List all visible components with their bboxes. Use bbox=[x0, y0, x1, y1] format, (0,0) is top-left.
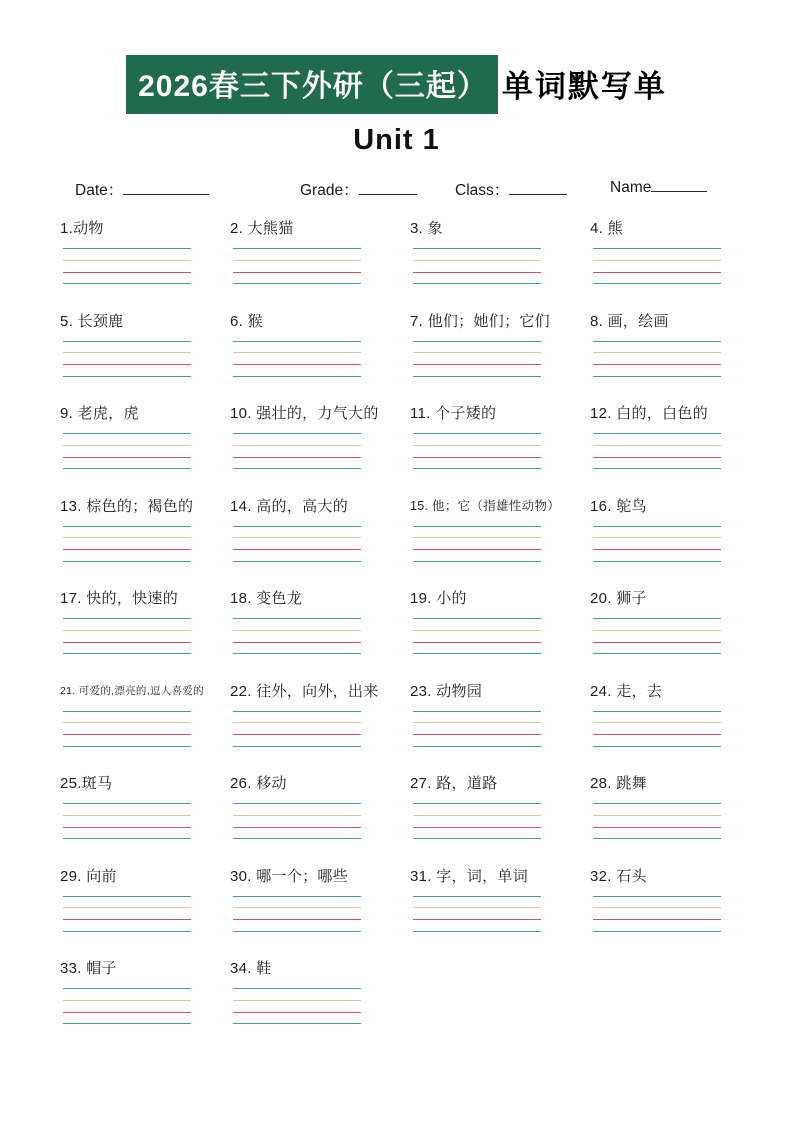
writing-line-base-red bbox=[593, 457, 721, 458]
vocab-item-label: 24. 走，去 bbox=[590, 682, 663, 700]
writing-line-top-green bbox=[593, 433, 721, 434]
vocab-item bbox=[590, 589, 750, 682]
writing-line-base-red bbox=[63, 1012, 191, 1013]
vocab-item bbox=[230, 959, 410, 1052]
vocab-item-label: 2. 大熊猫 bbox=[230, 220, 294, 237]
writing-line-mid-yellow bbox=[233, 907, 361, 908]
writing-line-top-green bbox=[233, 803, 361, 804]
writing-lines bbox=[413, 248, 541, 284]
writing-line-bottom-green bbox=[593, 746, 721, 747]
writing-line-mid-yellow bbox=[413, 445, 541, 446]
writing-line-base-red bbox=[593, 364, 721, 365]
writing-line-mid-yellow bbox=[413, 352, 541, 353]
vocab-item bbox=[410, 219, 590, 312]
vocab-item bbox=[60, 774, 230, 867]
vocab-item bbox=[60, 959, 230, 1052]
vocab-item-label: 10. 强壮的，力气大的 bbox=[230, 405, 379, 422]
writing-line-base-red bbox=[63, 827, 191, 828]
writing-lines bbox=[63, 803, 191, 839]
writing-line-base-red bbox=[593, 642, 721, 643]
writing-lines bbox=[593, 526, 721, 562]
writing-line-top-green bbox=[63, 803, 191, 804]
writing-lines bbox=[593, 896, 721, 932]
writing-lines bbox=[63, 341, 191, 377]
vocab-item bbox=[590, 404, 750, 497]
writing-lines bbox=[233, 248, 361, 284]
vocab-item-label: 6. 猴 bbox=[230, 312, 263, 330]
writing-line-top-green bbox=[413, 618, 541, 619]
writing-line-mid-yellow bbox=[63, 630, 191, 631]
writing-line-mid-yellow bbox=[63, 352, 191, 353]
vocab-item bbox=[60, 497, 230, 590]
vocab-grid bbox=[60, 219, 750, 1052]
writing-line-bottom-green bbox=[63, 746, 191, 747]
vocab-item-label: 33. 帽子 bbox=[60, 960, 117, 977]
vocab-item bbox=[230, 219, 410, 312]
writing-line-bottom-green bbox=[593, 561, 721, 562]
writing-line-base-red bbox=[413, 364, 541, 365]
writing-line-bottom-green bbox=[63, 376, 191, 377]
writing-lines bbox=[413, 618, 541, 654]
vocab-item-label: 5. 长颈鹿 bbox=[60, 312, 124, 330]
vocab-item bbox=[590, 219, 750, 312]
vocab-item-label: 23. 动物园 bbox=[410, 682, 483, 700]
writing-line-top-green bbox=[63, 896, 191, 897]
writing-line-mid-yellow bbox=[63, 815, 191, 816]
writing-line-mid-yellow bbox=[233, 722, 361, 723]
writing-line-bottom-green bbox=[63, 283, 191, 284]
writing-line-bottom-green bbox=[233, 468, 361, 469]
vocab-item bbox=[410, 867, 590, 960]
vocab-item bbox=[410, 682, 590, 775]
writing-line-mid-yellow bbox=[593, 537, 721, 538]
vocab-item-label: 14. 高的，高大的 bbox=[230, 497, 349, 515]
vocab-item bbox=[590, 682, 750, 775]
vocab-item-label: 29. 向前 bbox=[60, 867, 117, 885]
writing-line-bottom-green bbox=[233, 1023, 361, 1024]
writing-line-mid-yellow bbox=[413, 630, 541, 631]
vocab-item bbox=[60, 867, 230, 960]
vocab-item bbox=[230, 312, 410, 405]
writing-line-mid-yellow bbox=[63, 537, 191, 538]
writing-line-bottom-green bbox=[233, 653, 361, 654]
writing-line-top-green bbox=[63, 711, 191, 712]
writing-line-base-red bbox=[63, 734, 191, 735]
writing-line-bottom-green bbox=[233, 746, 361, 747]
writing-line-top-green bbox=[593, 711, 721, 712]
writing-line-bottom-green bbox=[233, 376, 361, 377]
vocab-item bbox=[230, 589, 410, 682]
vocab-item bbox=[60, 219, 230, 312]
writing-line-base-red bbox=[413, 919, 541, 920]
writing-line-mid-yellow bbox=[413, 815, 541, 816]
writing-line-bottom-green bbox=[593, 931, 721, 932]
writing-line-mid-yellow bbox=[593, 722, 721, 723]
writing-line-base-red bbox=[63, 642, 191, 643]
writing-lines bbox=[413, 896, 541, 932]
writing-lines bbox=[233, 433, 361, 469]
writing-line-top-green bbox=[233, 988, 361, 989]
vocab-item-label: 28. 跳舞 bbox=[590, 775, 647, 792]
writing-lines bbox=[233, 896, 361, 932]
writing-line-top-green bbox=[63, 988, 191, 989]
writing-lines bbox=[233, 341, 361, 377]
writing-line-base-red bbox=[233, 457, 361, 458]
writing-line-base-red bbox=[63, 272, 191, 273]
writing-lines bbox=[413, 803, 541, 839]
vocab-item-label: 19. 小的 bbox=[410, 590, 467, 607]
writing-line-mid-yellow bbox=[593, 815, 721, 816]
writing-line-top-green bbox=[233, 526, 361, 527]
writing-lines bbox=[593, 618, 721, 654]
writing-line-base-red bbox=[413, 827, 541, 828]
writing-line-top-green bbox=[593, 896, 721, 897]
vocab-item-label: 32. 石头 bbox=[590, 867, 647, 885]
writing-line-top-green bbox=[413, 341, 541, 342]
writing-line-base-red bbox=[233, 1012, 361, 1013]
writing-line-mid-yellow bbox=[233, 815, 361, 816]
vocab-item-label: 18. 变色龙 bbox=[230, 590, 303, 607]
writing-line-base-red bbox=[593, 919, 721, 920]
vocab-item-label: 12. 白的，白色的 bbox=[590, 405, 709, 422]
vocab-item-label: 1.动物 bbox=[60, 220, 104, 237]
writing-line-top-green bbox=[233, 433, 361, 434]
writing-lines bbox=[593, 711, 721, 747]
grade-field bbox=[300, 178, 417, 200]
writing-lines bbox=[413, 711, 541, 747]
writing-lines bbox=[63, 433, 191, 469]
date-label: Date： bbox=[75, 182, 124, 199]
writing-line-mid-yellow bbox=[413, 537, 541, 538]
writing-line-top-green bbox=[63, 433, 191, 434]
writing-line-bottom-green bbox=[593, 468, 721, 469]
vocab-item bbox=[410, 589, 590, 682]
writing-line-top-green bbox=[593, 526, 721, 527]
writing-lines bbox=[593, 803, 721, 839]
vocab-item bbox=[590, 867, 750, 960]
writing-line-bottom-green bbox=[63, 838, 191, 839]
vocab-item-label: 13. 棕色的；褐色的 bbox=[60, 497, 194, 515]
writing-line-mid-yellow bbox=[63, 445, 191, 446]
vocab-item bbox=[60, 589, 230, 682]
writing-line-mid-yellow bbox=[63, 1000, 191, 1001]
vocab-item bbox=[590, 774, 750, 867]
writing-line-base-red bbox=[593, 549, 721, 550]
writing-line-base-red bbox=[413, 734, 541, 735]
vocab-item-label: 25.斑马 bbox=[60, 775, 113, 792]
writing-lines bbox=[413, 526, 541, 562]
writing-line-top-green bbox=[233, 896, 361, 897]
vocab-item-label: 30. 哪一个；哪些 bbox=[230, 867, 349, 885]
writing-line-mid-yellow bbox=[63, 260, 191, 261]
vocab-item-label: 4. 熊 bbox=[590, 220, 623, 237]
writing-line-mid-yellow bbox=[593, 260, 721, 261]
writing-line-top-green bbox=[63, 526, 191, 527]
writing-line-mid-yellow bbox=[233, 537, 361, 538]
vocab-item bbox=[60, 682, 230, 775]
vocab-item-label: 22. 往外，向外，出来 bbox=[230, 682, 379, 700]
writing-line-base-red bbox=[233, 272, 361, 273]
writing-line-bottom-green bbox=[413, 838, 541, 839]
vocab-item-label: 3. 象 bbox=[410, 220, 443, 237]
vocab-item bbox=[410, 404, 590, 497]
writing-line-bottom-green bbox=[63, 1023, 191, 1024]
writing-line-bottom-green bbox=[413, 468, 541, 469]
writing-line-base-red bbox=[233, 827, 361, 828]
writing-line-top-green bbox=[63, 248, 191, 249]
writing-line-mid-yellow bbox=[593, 445, 721, 446]
vocab-item-label: 8. 画，绘画 bbox=[590, 312, 669, 330]
writing-line-base-red bbox=[413, 457, 541, 458]
writing-line-bottom-green bbox=[233, 283, 361, 284]
writing-line-bottom-green bbox=[413, 376, 541, 377]
writing-line-mid-yellow bbox=[233, 260, 361, 261]
writing-line-top-green bbox=[233, 248, 361, 249]
vocab-item bbox=[590, 497, 750, 590]
class-label: Class： bbox=[455, 182, 510, 199]
writing-line-top-green bbox=[233, 711, 361, 712]
vocab-item bbox=[410, 312, 590, 405]
writing-lines bbox=[233, 803, 361, 839]
name-label: Name bbox=[610, 179, 652, 196]
writing-line-bottom-green bbox=[63, 468, 191, 469]
vocab-item-label: 16. 鸵鸟 bbox=[590, 497, 647, 515]
writing-line-bottom-green bbox=[413, 283, 541, 284]
vocab-item bbox=[230, 404, 410, 497]
writing-line-top-green bbox=[413, 896, 541, 897]
vocab-item bbox=[60, 312, 230, 405]
name-fill-line bbox=[651, 178, 707, 192]
vocab-item-label: 11. 个子矮的 bbox=[410, 405, 497, 422]
vocab-item bbox=[230, 774, 410, 867]
writing-line-bottom-green bbox=[593, 653, 721, 654]
writing-line-top-green bbox=[413, 803, 541, 804]
writing-line-top-green bbox=[233, 341, 361, 342]
writing-line-base-red bbox=[233, 919, 361, 920]
writing-line-top-green bbox=[593, 618, 721, 619]
vocab-item-label: 31. 字，词，单词 bbox=[410, 867, 529, 885]
writing-lines bbox=[63, 988, 191, 1024]
writing-line-mid-yellow bbox=[233, 630, 361, 631]
vocab-item-label: 15. 他；它（指雄性动物） bbox=[410, 498, 561, 513]
writing-line-base-red bbox=[593, 272, 721, 273]
writing-line-bottom-green bbox=[593, 838, 721, 839]
writing-line-top-green bbox=[413, 433, 541, 434]
class-fill-line bbox=[509, 181, 567, 195]
writing-line-bottom-green bbox=[413, 561, 541, 562]
writing-line-mid-yellow bbox=[233, 445, 361, 446]
writing-line-mid-yellow bbox=[593, 907, 721, 908]
writing-line-bottom-green bbox=[63, 931, 191, 932]
writing-line-top-green bbox=[593, 248, 721, 249]
vocab-item bbox=[230, 867, 410, 960]
grade-label: Grade： bbox=[300, 182, 359, 199]
writing-line-mid-yellow bbox=[233, 1000, 361, 1001]
writing-lines bbox=[413, 433, 541, 469]
vocab-item bbox=[410, 497, 590, 590]
writing-line-bottom-green bbox=[413, 931, 541, 932]
vocab-item bbox=[230, 497, 410, 590]
writing-line-bottom-green bbox=[593, 283, 721, 284]
writing-lines bbox=[233, 526, 361, 562]
writing-line-mid-yellow bbox=[63, 907, 191, 908]
writing-line-base-red bbox=[413, 272, 541, 273]
writing-line-bottom-green bbox=[413, 746, 541, 747]
vocab-item-label: 34. 鞋 bbox=[230, 960, 272, 977]
writing-line-base-red bbox=[593, 827, 721, 828]
writing-line-top-green bbox=[593, 803, 721, 804]
grade-fill-line bbox=[359, 181, 417, 195]
vocab-item bbox=[230, 682, 410, 775]
writing-line-mid-yellow bbox=[593, 630, 721, 631]
writing-line-base-red bbox=[413, 642, 541, 643]
writing-line-top-green bbox=[413, 711, 541, 712]
vocab-item-label: 21. 可爱的,漂亮的,逗人喜爱的 bbox=[60, 684, 204, 697]
writing-line-mid-yellow bbox=[63, 722, 191, 723]
vocab-item-label: 9. 老虎，虎 bbox=[60, 405, 139, 422]
name-field bbox=[610, 178, 707, 197]
writing-lines bbox=[593, 433, 721, 469]
writing-line-bottom-green bbox=[233, 931, 361, 932]
writing-line-top-green bbox=[413, 526, 541, 527]
unit-title: Unit 1 bbox=[353, 124, 440, 156]
page-header bbox=[0, 55, 793, 114]
header-title-suffix: 单词默写单 bbox=[501, 69, 667, 104]
writing-line-mid-yellow bbox=[593, 352, 721, 353]
vocab-item-label: 27. 路，道路 bbox=[410, 775, 498, 792]
writing-line-base-red bbox=[63, 364, 191, 365]
writing-lines bbox=[63, 896, 191, 932]
vocab-item-label: 20. 狮子 bbox=[590, 590, 647, 607]
writing-lines bbox=[593, 341, 721, 377]
writing-lines bbox=[63, 618, 191, 654]
writing-lines bbox=[593, 248, 721, 284]
writing-line-top-green bbox=[233, 618, 361, 619]
writing-lines bbox=[233, 988, 361, 1024]
header-title-highlight: 2026春三下外研（三起） bbox=[126, 55, 498, 114]
vocab-item bbox=[410, 774, 590, 867]
writing-line-top-green bbox=[63, 341, 191, 342]
writing-line-base-red bbox=[413, 549, 541, 550]
writing-line-base-red bbox=[233, 734, 361, 735]
date-fill-line bbox=[123, 181, 209, 195]
vocab-item bbox=[590, 312, 750, 405]
writing-line-bottom-green bbox=[413, 653, 541, 654]
writing-line-base-red bbox=[233, 642, 361, 643]
writing-line-base-red bbox=[63, 919, 191, 920]
writing-line-mid-yellow bbox=[233, 352, 361, 353]
writing-lines bbox=[413, 341, 541, 377]
writing-line-mid-yellow bbox=[413, 722, 541, 723]
date-field bbox=[75, 178, 209, 200]
writing-line-top-green bbox=[593, 341, 721, 342]
writing-line-top-green bbox=[413, 248, 541, 249]
writing-line-bottom-green bbox=[233, 561, 361, 562]
writing-lines bbox=[63, 526, 191, 562]
writing-line-bottom-green bbox=[233, 838, 361, 839]
writing-line-bottom-green bbox=[63, 561, 191, 562]
class-field bbox=[455, 178, 567, 200]
writing-lines bbox=[233, 711, 361, 747]
writing-line-base-red bbox=[233, 364, 361, 365]
info-row bbox=[0, 178, 793, 202]
vocab-item-label: 26. 移动 bbox=[230, 775, 287, 792]
writing-lines bbox=[233, 618, 361, 654]
writing-line-base-red bbox=[593, 734, 721, 735]
writing-lines bbox=[63, 711, 191, 747]
writing-line-mid-yellow bbox=[413, 260, 541, 261]
writing-line-bottom-green bbox=[593, 376, 721, 377]
writing-line-base-red bbox=[63, 549, 191, 550]
writing-line-top-green bbox=[63, 618, 191, 619]
writing-line-bottom-green bbox=[63, 653, 191, 654]
vocab-item bbox=[60, 404, 230, 497]
vocab-item-label: 17. 快的，快速的 bbox=[60, 590, 179, 607]
writing-line-base-red bbox=[63, 457, 191, 458]
writing-line-mid-yellow bbox=[413, 907, 541, 908]
writing-line-base-red bbox=[233, 549, 361, 550]
writing-lines bbox=[63, 248, 191, 284]
vocab-item-label: 7. 他们；她们；它们 bbox=[410, 312, 550, 330]
